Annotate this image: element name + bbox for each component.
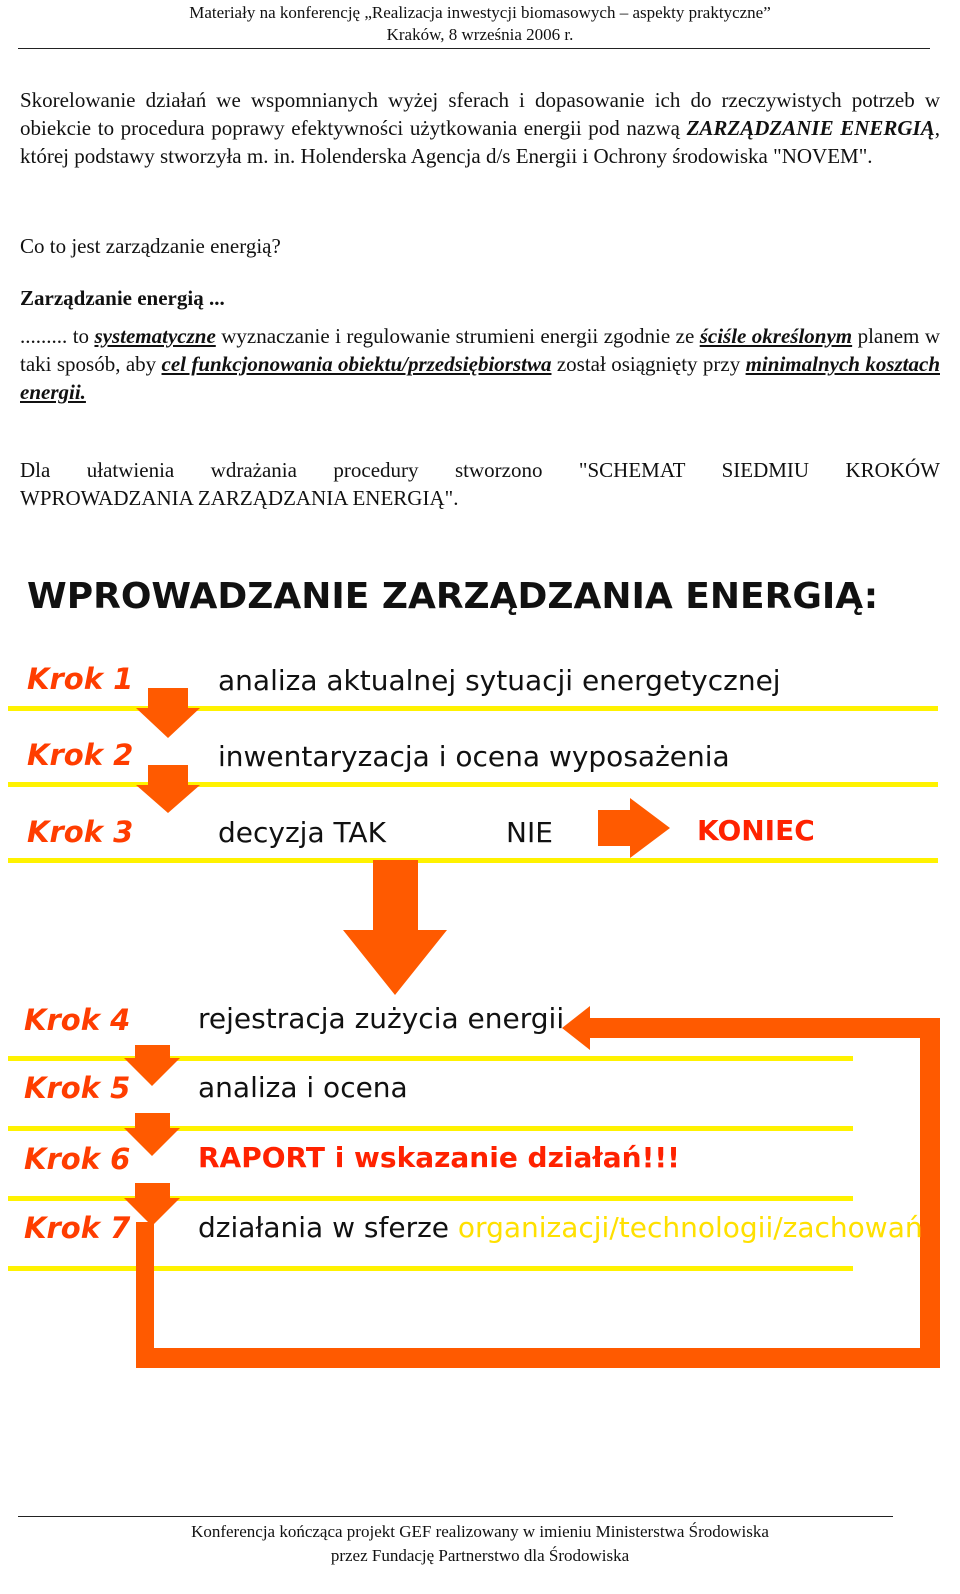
def-emph-2: ściśle określonym xyxy=(699,324,853,348)
footer-line-2: przez Fundację Partnerstwo dla Środowiska xyxy=(330,1546,630,1565)
step-7-text-main: działania w sferze xyxy=(198,1211,458,1244)
step-7-highlight: organizacji/technologii/zachowań xyxy=(457,1211,923,1244)
intro-emphasis: ZARZĄDZANIE ENERGIĄ xyxy=(686,116,935,140)
step-3-text: decyzja TAK xyxy=(218,816,386,849)
definition-heading: Zarządzanie energią ... xyxy=(20,286,225,310)
schema-note-line-2: WPROWADZANIA ZARZĄDZANIA ENERGIĄ". xyxy=(20,486,459,510)
step-1-text: analiza aktualnej sytuacji energetycznej xyxy=(218,664,781,697)
intro-text-2: , której podstawy stworzyła m. in. Holenderska Agencja d/s Energii i Ochrony środowiska "NOVEM". xyxy=(20,116,940,168)
step-1-label: Krok 1 xyxy=(27,662,134,696)
loop-bottom xyxy=(136,1348,940,1368)
down-arrow-2-icon xyxy=(136,765,200,813)
step-2-text: inwentaryzacja i ocena wyposażenia xyxy=(218,740,730,773)
def-text-1: ......... to xyxy=(20,324,95,348)
big-down-arrow-icon xyxy=(343,860,447,995)
step-6-label: Krok 6 xyxy=(24,1142,131,1176)
footer-line-1: Konferencja kończąca projekt GEF realizowany w imieniu Ministerstwa Środowiska xyxy=(191,1522,769,1541)
def-emph-1: systematyczne xyxy=(94,324,216,348)
down-arrow-5-icon xyxy=(124,1183,180,1226)
step-3-label: Krok 3 xyxy=(27,815,134,849)
def-emph-4: minimalnych kosztach energii. xyxy=(20,352,940,404)
step-5-label: Krok 5 xyxy=(24,1071,131,1105)
down-arrow-1-icon xyxy=(136,688,200,738)
down-arrow-4-icon xyxy=(124,1113,180,1156)
loop-right xyxy=(920,1018,940,1368)
loop-arrow-head-icon xyxy=(562,1006,590,1050)
def-text-3: planem w taki sposób, aby xyxy=(20,324,940,376)
question: Co to jest zarządzanie energią? xyxy=(20,234,281,258)
loop-top xyxy=(590,1018,940,1038)
right-arrow-icon xyxy=(598,798,670,858)
header-line-1: Materiały na konferencję „Realizacja inwestycji biomasowych – aspekty praktyczne” xyxy=(189,3,771,22)
def-emph-3: cel funkcjonowania obiektu/przedsiębiorstwa xyxy=(161,352,552,376)
step-3-nie: NIE xyxy=(506,816,553,849)
step-7-label: Krok 7 xyxy=(24,1211,131,1245)
schema-note-line-1: Dla ułatwienia wdrażania procedury stworzono "SCHEMAT SIEDMIU KROKÓW xyxy=(20,458,940,482)
loop-left xyxy=(136,1222,154,1367)
diagram-title: WPROWADZANIE ZARZĄDZANIA ENERGIĄ: xyxy=(27,576,879,617)
footer-rule xyxy=(18,1516,893,1517)
down-arrow-3-icon xyxy=(124,1045,180,1086)
header-line-2: Kraków, 8 września 2006 r. xyxy=(386,25,574,44)
step-4-label: Krok 4 xyxy=(24,1003,131,1037)
step-5-text: analiza i ocena xyxy=(198,1071,408,1104)
intro-text-1: Skorelowanie działań we wspomnianych wyżej sferach i dopasowanie ich do rzeczywistych potrzeb w obiekcie to procedura poprawy efektywności użytkowania energii pod nazwą xyxy=(20,88,940,140)
step-7-text xyxy=(198,1211,923,1244)
step-2-label: Krok 2 xyxy=(27,738,134,772)
step-6-text: RAPORT i wskazanie działań!!! xyxy=(198,1141,680,1174)
step-3-koniec: KONIEC xyxy=(697,814,815,847)
step-4-text: rejestracja zużycia energii xyxy=(198,1002,565,1035)
def-text-4: został osiągnięty przy xyxy=(551,352,746,376)
def-text-2: wyznaczanie i regulowanie strumieni energii zgodnie ze xyxy=(215,324,700,348)
